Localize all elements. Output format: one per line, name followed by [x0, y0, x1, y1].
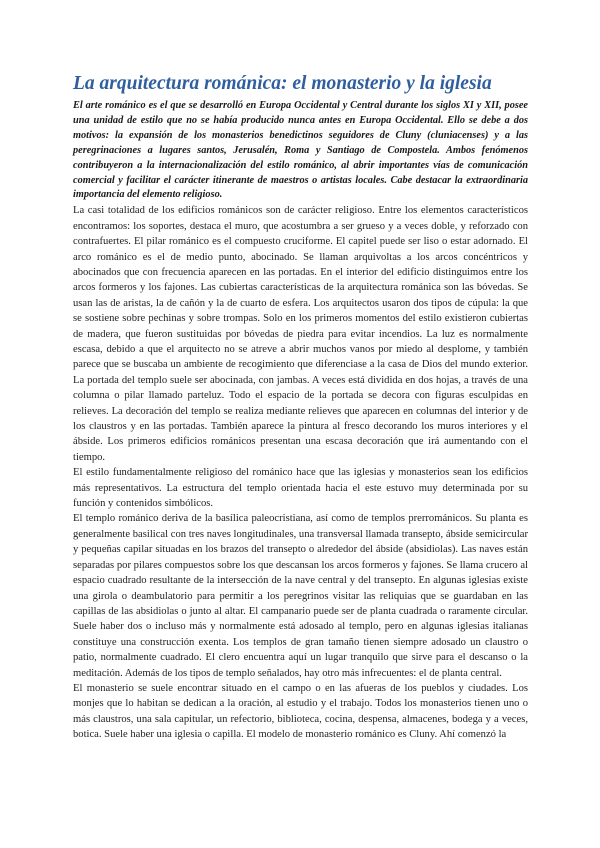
body-paragraph-3: El templo románico deriva de la basílica paleocristiana, así como de templos prerrománicos. Su planta es generalmente basilical con tres naves longitudinales, una transversal llamada transepto, ábside semicircular y pequeñas capilar situadas en los brazos del transepto o alrededor del ábside (absidiolas). Las naves están separadas por pilares compuestos sobre los que descansan los arcos formeros y fajones. Se llama crucero al espacio cuadrado resultante de la intersección de la nave central y del transepto. En algunas iglesias existe una girola o deambulatorio para permitir a los peregrinos visitar las reliquias que se guardaban en las capillas de las absidiolas o junto al altar. El campanario puede ser de planta cuadrada o raramente circular. Suele haber dos o incluso más y normalmente está adosado al templo, pero en algunas iglesias italianas constituye una construcción exenta. Los templos de gran tamaño tienen siempre adosado un claustro o patio, normalmente cuadrado. El clero encuentra aquí un lugar tranquilo que sirve para el descanso o la meditación. Además de los tipos de templo señalados, hay otro más infrecuentes: el de planta central.: [73, 513, 528, 679]
body-paragraph-1: La casi totalidad de los edificios románicos son de carácter religioso. Entre los elementos característicos encontramos: los soportes, destaca el muro, que acostumbra a ser grueso y a veces doble, y reforzado con contrafuertes. El pilar románico es el compuesto cruciforme. El capitel puede ser liso o estar adornado. El arco románico es el de medio punto, abocinado. Se llaman arquivoltas a los arcos concéntricos y abocinados que con frecuencia aparecen en las portadas. En el interior del edificio distinguimos entre los arcos formeros y los fajones. Las cubiertas características de la arquitectura románica son las bóvedas. Se usan las de aristas, la de cañón y la de cuarto de esfera. Los arquitectos usaron dos tipos de cúpula: la que se sostiene sobre pechinas y sobre trompas. Solo en los primeros momentos del estilo existieron cubiertas de madera, que fueron sustituidas por bóvedas de piedra para evitar incendios. La luz es normalmente escasa, debido a que el arquitecto no se atreve a abrir muchos vanos por miedo al desplome, y también parece que se buscaba un ambiente de recogimiento que diferenciase a la casa de Dios del mundo exterior. La portada del templo suele ser abocinada, con jambas. A veces está dividida en dos hojas, a través de una columna o pilar llamado parteluz. Todo el espacio de la portada se decora con figuras esculpidas en relieves. La decoración del templo se realiza mediante relieves que aparecen en columnas del interior y de los claustros y en las portadas. También aparece la pintura al fresco decorando los muros interiores y el ábside. Los primeros edificios románicos presentan una escasa decoración que irá aumentando con el tiempo.: [73, 205, 528, 463]
page-title: La arquitectura románica: el monasterio y la iglesia: [73, 73, 492, 94]
document-page: [73, 73, 528, 743]
body-paragraph-2: El estilo fundamentalmente religioso del románico hace que las iglesias y monasterios sean los edificios más representativos. La estructura del templo orientada hacia el este estuvo muy determinada por su función y contenidos simbólicos.: [73, 467, 528, 510]
intro-paragraph: El arte románico es el que se desarrolló en Europa Occidental y Central durante los siglos XI y XII, posee una unidad de estilo que no se había producido nunca antes en Europa Occidental. Ello se debe a dos motivos: la expansión de los monasterios benedictinos seguidores de Cluny (cluniacenses) y a las peregrinaciones a lugares santos, Jerusalén, Roma y Santiago de Compostela. Ambos fenómenos contribuyeron a la internacionalización del estilo románico, al abrir importantes vías de comunicación comercial y facilitar el carácter itinerante de maestros o artistas locales. Cabe destacar la extraordinaria importancia del elemento religioso.: [73, 100, 528, 201]
body-paragraph-4: El monasterio se suele encontrar situado en el campo o en las afueras de los pueblos y ciudades. Los monjes que lo habitan se dedican a la oración, al estudio y el trabajo. Todos los monasterios tienen uno o más claustros, una sala capitular, un refectorio, biblioteca, cocina, despensa, almacenes, bodega y a veces, botica. Suele haber una iglesia o capilla. El modelo de monasterio románico es Cluny. Ahí comenzó la: [73, 682, 528, 741]
